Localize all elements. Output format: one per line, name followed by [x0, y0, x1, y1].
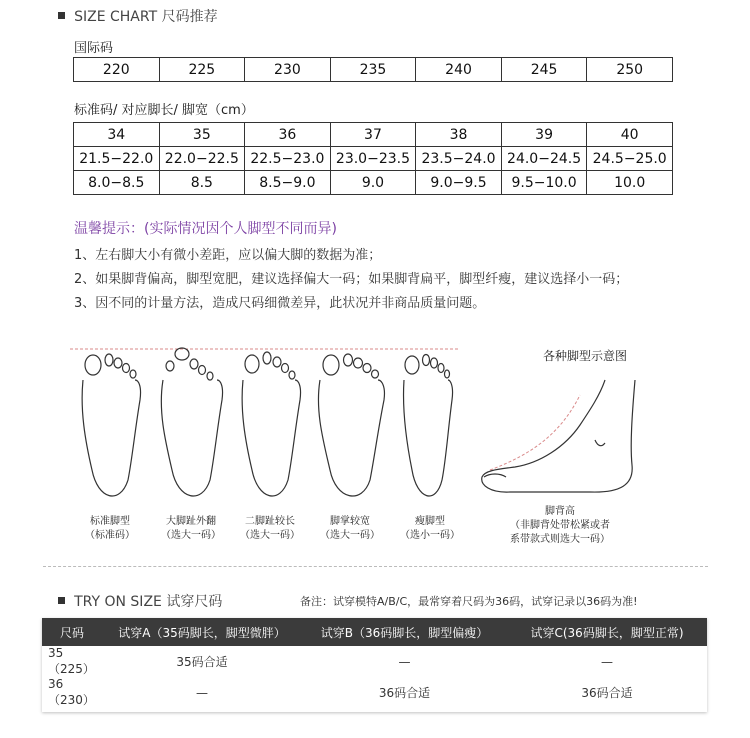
table-cell: 8.5−9.0 [245, 171, 331, 195]
table-cell: 36码合适 [378, 686, 431, 700]
table-cell: 37 [330, 123, 416, 147]
table-row [42, 646, 707, 677]
foot-type-caption: 瘦脚型 （选小一码） [400, 516, 460, 541]
table-cell: — [398, 654, 411, 669]
try-on-table [42, 618, 707, 708]
table-row [74, 171, 673, 195]
table-cell: 36（230） [48, 677, 95, 707]
foot-type-caption: 标准脚型 （标准码） [85, 516, 135, 541]
tip-line: 1、左右脚大小有微小差距，应以偏大脚的数据为准； [74, 248, 382, 263]
table-cell: 240 [416, 58, 502, 82]
table-cell: 22.5−23.0 [245, 147, 331, 171]
table-cell: 220 [74, 58, 160, 82]
try-on-title: TRY ON SIZE 试穿尺码 [74, 593, 223, 610]
section-divider [43, 566, 708, 567]
table-cell: 36码合适 [581, 686, 633, 700]
foot-side-title: 各种脚型示意图 [543, 349, 628, 363]
tip-line: 3、因不同的计量方法，造成尺码细微差异，此状况并非商品质量问题。 [74, 296, 486, 311]
std-size-label: 标准码/ 对应脚长/ 脚宽（cm） [74, 103, 254, 118]
table-header: 试穿B（36码脚长，脚型偏瘦） [302, 618, 507, 646]
table-cell: 230 [245, 58, 331, 82]
long-second-toe-foot-icon [242, 352, 300, 496]
table-cell: 8.0−8.5 [74, 171, 160, 195]
table-cell: 34 [74, 123, 160, 147]
table-cell: 38 [416, 123, 502, 147]
slim-foot-icon [403, 355, 452, 497]
size-chart-title: SIZE CHART 尺码推荐 [74, 8, 218, 25]
foot-type-caption: 二脚趾较长 （选大一码） [240, 516, 300, 541]
intl-size-label: 国际码 [74, 41, 114, 56]
square-bullet-icon [58, 597, 65, 604]
table-row [74, 147, 673, 171]
table-cell: 24.0−24.5 [501, 147, 587, 171]
table-row [74, 58, 673, 82]
standard-foot-icon [82, 354, 140, 496]
table-cell: 35 [159, 123, 245, 147]
table-cell: 9.0−9.5 [416, 171, 502, 195]
table-cell: 36 [245, 123, 331, 147]
tip-line: 2、如果脚背偏高，脚型宽肥，建议选择偏大一码；如果脚背扁平，脚型纤瘦，建议选择小一码； [74, 272, 629, 287]
square-bullet-icon [58, 12, 65, 19]
table-cell: 23.0−23.5 [330, 147, 416, 171]
table-cell: 24.5−25.0 [587, 147, 673, 171]
intl-size-table [73, 57, 673, 82]
table-row [42, 677, 707, 708]
table-cell: — [196, 685, 208, 700]
table-cell: 10.0 [587, 171, 673, 195]
table-cell: — [601, 654, 613, 669]
table-cell: 225 [159, 58, 245, 82]
try-on-panel [42, 618, 707, 712]
table-cell: 245 [501, 58, 587, 82]
table-header-row [42, 618, 707, 646]
table-cell: 35码合适 [176, 655, 228, 669]
tips-title: 温馨提示：(实际情况因个人脚型不同而异) [74, 221, 337, 237]
foot-types-illustration [60, 340, 470, 510]
foot-side-caption: 脚背高 （非脚背处带松紧或者 系带款式则选大一码） [510, 506, 610, 545]
size-chart-header [58, 5, 218, 26]
table-cell: 21.5−22.0 [74, 147, 160, 171]
try-on-note: 备注：试穿模特A/B/C，最常穿着尺码为36码，试穿记录以36码为准! [300, 595, 638, 608]
table-cell: 250 [587, 58, 673, 82]
table-header: 试穿C(36码脚长，脚型正常) [507, 618, 707, 646]
foot-type-caption: 大脚趾外翻 （选大一码） [161, 516, 221, 541]
table-cell: 39 [501, 123, 587, 147]
wide-foot-icon [318, 354, 384, 496]
table-header: 试穿A（35码脚长，脚型微胖） [102, 618, 302, 646]
bunion-foot-icon [161, 348, 222, 496]
foot-type-caption: 脚掌较宽 （选大一码） [320, 516, 380, 541]
table-cell: 22.0−22.5 [159, 147, 245, 171]
high-instep-foot-icon [470, 375, 650, 505]
std-size-table [73, 122, 673, 195]
table-cell: 235 [330, 58, 416, 82]
table-cell: 8.5 [159, 171, 245, 195]
try-on-header [58, 590, 222, 611]
table-cell: 9.0 [330, 171, 416, 195]
table-header: 尺码 [42, 618, 102, 646]
table-cell: 40 [587, 123, 673, 147]
table-cell: 35（225） [48, 646, 95, 676]
table-cell: 23.5−24.0 [416, 147, 502, 171]
table-cell: 9.5−10.0 [501, 171, 587, 195]
table-row [74, 123, 673, 147]
